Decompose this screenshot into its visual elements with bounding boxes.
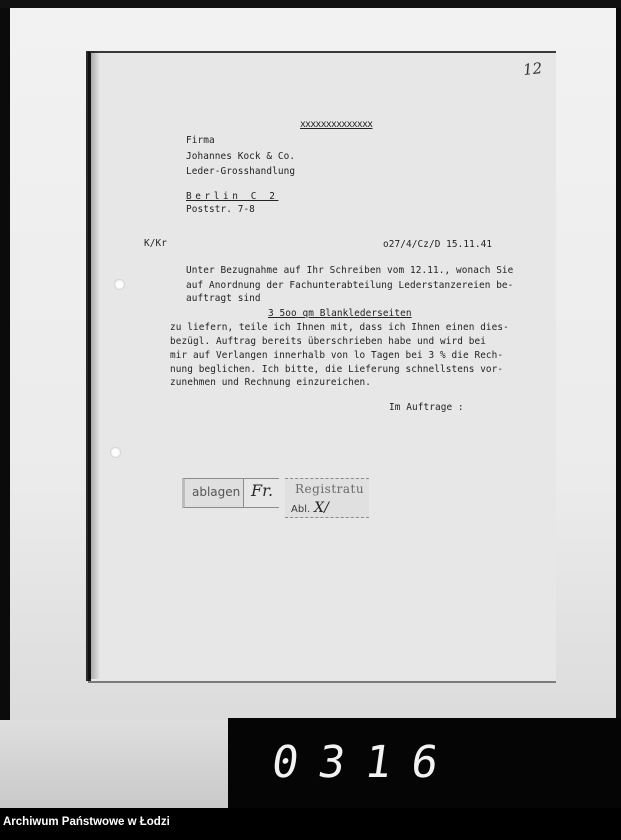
body-line-2: auf Anordnung der Fachunterabteilung Lederstanzereien be- xyxy=(186,280,514,291)
film-strip-light-area xyxy=(0,720,228,808)
recipient-line-3: Leder-Grosshandlung xyxy=(186,166,296,177)
reference-left: K/Kr xyxy=(144,238,167,249)
folio-number: 12 xyxy=(522,59,543,79)
body-quantity: 3 5oo qm Blanklederseiten xyxy=(268,308,412,319)
body-line-8: zunehmen und Rechnung einzureichen. xyxy=(170,377,372,388)
archive-name: Archiwum Państwowe w Łodzi xyxy=(3,816,170,828)
recipient-street: Poststr. 7-8 xyxy=(186,204,255,215)
body-line-7: nung beglichen. Ich bitte, die Lieferung schnellstens vor- xyxy=(170,364,504,375)
punch-hole-upper xyxy=(114,279,125,290)
punch-hole-lower xyxy=(110,447,121,458)
initials-stamp xyxy=(243,478,279,508)
ablagen-stamp xyxy=(182,478,244,508)
recipient-city: Berlin C 2 xyxy=(186,191,279,202)
body-line-6: mir auf Verlangen innerhalb von lo Tagen bei 3 % die Rech- xyxy=(170,350,504,361)
abl-label: Abl. xyxy=(291,504,311,515)
film-frame-code: 0316 xyxy=(268,737,462,788)
reference-date: o27/4/Cz/D 15.11.41 xyxy=(383,239,493,250)
recipient-line-2: Johannes Kock & Co. xyxy=(186,151,296,162)
registratur-stamp-title: Registratu xyxy=(295,482,365,496)
closing-signature-line: Im Auftrage : xyxy=(389,402,464,413)
registratur-abl-line xyxy=(291,500,329,516)
initials-text: Fr. xyxy=(251,481,274,500)
body-line-3: auftragt sind xyxy=(186,293,261,304)
recipient-line-1: Firma xyxy=(186,135,215,146)
body-line-1: Unter Bezugnahme auf Ihr Schreiben vom 12.11., wonach Sie xyxy=(186,265,514,276)
sheet-edge-shadow xyxy=(88,51,100,679)
ablagen-stamp-text: ablagen xyxy=(192,485,241,499)
registratur-stamp xyxy=(285,478,369,518)
header-typed-marks: xxxxxxxxxxxxxx xyxy=(300,119,373,130)
scan-top-edge xyxy=(0,0,621,8)
body-line-5: bezügl. Auftrag bereits überschrieben habe und wird bei xyxy=(170,336,486,347)
abl-handwritten-mark: X/ xyxy=(314,500,329,516)
body-line-4: zu liefern, teile ich Ihnen mit, dass ich Ihnen einen dies- xyxy=(170,322,509,333)
